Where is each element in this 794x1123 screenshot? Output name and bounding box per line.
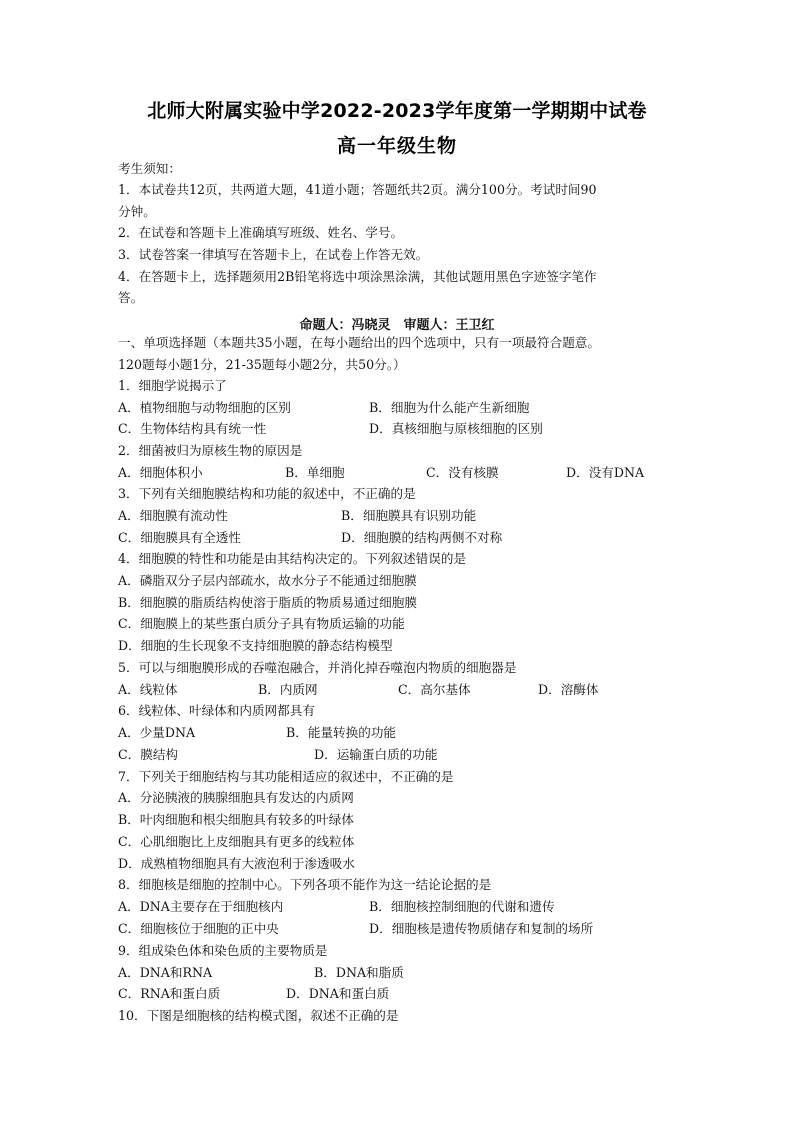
option-d: D．运输蛋白质的功能 bbox=[314, 747, 438, 762]
option-c: C．RNA和蛋白质 bbox=[118, 986, 221, 1001]
question-1-stem: 1．细胞学说揭示了 bbox=[118, 378, 227, 393]
option-c: C．高尔基体 bbox=[398, 682, 471, 697]
notice-item-1-cont: 分钟。 bbox=[118, 204, 156, 219]
question-4-option-b: B．细胞膜的脂质结构使溶于脂质的物质易通过细胞膜 bbox=[118, 595, 417, 610]
option-a: A．植物细胞与动物细胞的区别 bbox=[118, 400, 291, 415]
option-b: B．单细胞 bbox=[285, 465, 345, 480]
option-a: A．细胞体积小 bbox=[118, 465, 203, 480]
question-8-stem: 8．细胞核是细胞的控制中心。下列各项不能作为这一结论论据的是 bbox=[118, 877, 492, 892]
option-a: A．少量DNA bbox=[118, 725, 196, 740]
question-7-stem: 7．下列关于细胞结构与其功能相适应的叙述中，不正确的是 bbox=[118, 769, 454, 784]
question-5-stem: 5．可以与细胞膜形成的吞噬泡融合，并消化掉吞噬泡内物质的细胞器是 bbox=[118, 660, 517, 675]
option-d: D．DNA和蛋白质 bbox=[286, 986, 390, 1001]
notice-item-4: 4．在答题卡上，选择题须用2B铅笔将选中项涂黑涂满，其他试题用黑色字迹签字笔作 bbox=[118, 269, 597, 284]
question-3-stem: 3．下列有关细胞膜结构和功能的叙述中，不正确的是 bbox=[118, 486, 416, 501]
option-b: B．DNA和脂质 bbox=[314, 965, 404, 980]
question-2-stem: 2．细菌被归为原核生物的原因是 bbox=[118, 443, 303, 458]
option-a: A．DNA主要存在于细胞核内 bbox=[118, 899, 284, 914]
question-4-stem: 4．细胞膜的特性和功能是由其结构决定的。下列叙述错误的是 bbox=[118, 551, 467, 566]
notice-heading: 考生须知： bbox=[118, 161, 181, 176]
option-c: C．生物体结构具有统一性 bbox=[118, 421, 267, 436]
exam-title: 北师大附属实验中学2022-2023学年度第一学期期中试卷 bbox=[147, 100, 647, 122]
question-7-option-c: C．心肌细胞比上皮细胞具有更多的线粒体 bbox=[118, 834, 355, 849]
option-d: D．细胞膜的结构两侧不对称 bbox=[341, 530, 503, 545]
option-d: D．溶酶体 bbox=[538, 682, 599, 697]
question-9-stem: 9．组成染色体和染色质的主要物质是 bbox=[118, 943, 328, 958]
notice-item-4-cont: 答。 bbox=[118, 290, 144, 305]
question-4-option-c: C．细胞膜上的某些蛋白质分子具有物质运输的功能 bbox=[118, 616, 405, 631]
option-d: D．真核细胞与原核细胞的区别 bbox=[369, 421, 543, 436]
exam-subtitle: 高一年级生物 bbox=[336, 135, 457, 157]
option-b: B．细胞膜具有识别功能 bbox=[341, 508, 477, 523]
option-d: D．细胞核是遗传物质储存和复制的场所 bbox=[369, 921, 594, 936]
option-c: C．没有核膜 bbox=[426, 465, 499, 480]
author-line: 命题人：冯晓灵 审题人：王卫红 bbox=[299, 318, 495, 333]
question-6-stem: 6．线粒体、叶绿体和内质网都具有 bbox=[118, 703, 315, 718]
option-a: A．线粒体 bbox=[118, 682, 178, 697]
notice-item-3: 3．试卷答案一律填写在答题卡上，在试卷上作答无效。 bbox=[118, 247, 429, 262]
option-d: D．没有DNA bbox=[566, 465, 645, 480]
notice-item-2: 2．在试卷和答题卡上准确填写班级、姓名、学号。 bbox=[118, 225, 404, 240]
notice-item-1: 1．本试卷共12页，共两道大题，41道小题；答题纸共2页。满分100分。考试时间90 bbox=[118, 182, 597, 197]
section-heading-cont: 120题每小题1分，21-35题每小题2分，共50分。） bbox=[118, 357, 406, 372]
section-heading: 一、单项选择题（本题共35小题，在每小题给出的四个选项中，只有一项最符合题意。 bbox=[118, 335, 600, 350]
option-b: B．能量转换的功能 bbox=[286, 725, 397, 740]
option-b: B．细胞为什么能产生新细胞 bbox=[369, 400, 530, 415]
option-a: A．DNA和RNA bbox=[118, 965, 213, 980]
question-4-option-a: A．磷脂双分子层内部疏水，故水分子不能通过细胞膜 bbox=[118, 573, 417, 588]
question-7-option-a: A．分泌胰液的胰腺细胞具有发达的内质网 bbox=[118, 790, 354, 805]
option-c: C．膜结构 bbox=[118, 747, 179, 762]
option-b: B．细胞核控制细胞的代谢和遗传 bbox=[369, 899, 555, 914]
option-c: C．细胞核位于细胞的正中央 bbox=[118, 921, 279, 936]
question-7-option-d: D．成熟植物细胞具有大液泡利于渗透吸水 bbox=[118, 856, 355, 871]
option-c: C．细胞膜具有全透性 bbox=[118, 530, 241, 545]
question-4-option-d: D．细胞的生长现象不支持细胞膜的静态结构模型 bbox=[118, 638, 393, 653]
question-10-stem: 10．下图是细胞核的结构模式图，叙述不正确的是 bbox=[118, 1008, 399, 1023]
option-a: A．细胞膜有流动性 bbox=[118, 508, 228, 523]
option-b: B．内质网 bbox=[258, 682, 318, 697]
question-7-option-b: B．叶肉细胞和根尖细胞具有较多的叶绿体 bbox=[118, 812, 354, 827]
